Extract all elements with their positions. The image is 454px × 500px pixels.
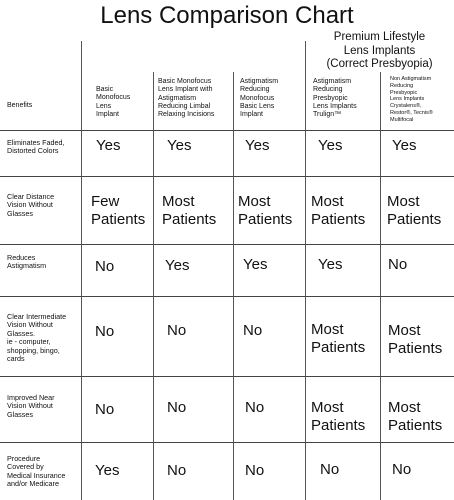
column-header-line: Implant: [240, 111, 263, 119]
column-header-line: Restor®, Tecnis®: [390, 109, 433, 116]
column-header-line: Lens: [96, 102, 112, 110]
cell-value: [165, 257, 189, 275]
column-divider: [233, 72, 234, 500]
column-header-line: Non Astigmatism: [390, 76, 432, 82]
column-header-line: Astigmatism: [240, 78, 279, 85]
row-divider: [0, 376, 454, 377]
column-header-basic-monofocus: [96, 86, 152, 119]
cell-value: [167, 399, 186, 417]
cell-line: Most: [162, 193, 195, 210]
row-label-insurance: [7, 455, 75, 489]
column-header-monofocus-limbal: [158, 78, 232, 119]
cell-value: [245, 462, 264, 480]
row-divider: [0, 296, 454, 297]
column-header-line: Basic: [96, 86, 114, 93]
row-divider: [0, 442, 454, 443]
cell-line: Patients: [162, 210, 217, 228]
column-header-line: Basic Lens: [240, 102, 275, 110]
row-label-line: Eliminates Faded,: [7, 138, 65, 147]
cell-line: Most: [387, 193, 420, 210]
row-label-line: Clear Intermediate: [7, 312, 67, 321]
column-header-line: Monofocus: [96, 94, 131, 102]
cell-line: Most: [238, 193, 271, 210]
cell-value: [388, 399, 442, 434]
row-label-line: Vision Without: [7, 320, 53, 330]
column-divider: [153, 72, 154, 500]
row-label-line: Reduces: [7, 253, 36, 262]
premium-header-line: Lens Implants: [343, 44, 416, 57]
cell-line: Patients: [238, 210, 293, 228]
cell-line: Patients: [311, 338, 366, 356]
cell-line: No: [243, 322, 263, 339]
cell-line: Patients: [311, 210, 366, 228]
cell-value: [91, 193, 145, 228]
cell-value: [96, 137, 120, 155]
column-divider: [305, 41, 306, 500]
row-label-line: Vision Without: [7, 200, 53, 210]
cell-value: [167, 322, 186, 340]
cell-line: No: [245, 462, 265, 479]
row-label-astigmatism: [7, 254, 75, 271]
cell-line: No: [95, 258, 115, 275]
cell-line: Yes: [165, 257, 190, 274]
cell-value: [392, 137, 416, 155]
column-header-line: Lens Implants: [313, 102, 357, 110]
column-divider: [380, 72, 381, 500]
cell-line: Patients: [387, 210, 442, 228]
cell-line: Most: [311, 399, 344, 416]
cell-value: [388, 256, 407, 274]
cell-line: No: [167, 462, 187, 479]
row-label-line: Glasses.: [7, 328, 35, 338]
row-label-line: cards: [7, 354, 25, 364]
row-label-line: Glasses: [7, 409, 33, 419]
row-label-line: Improved Near: [7, 393, 55, 402]
row-label-line: and/or Medicare: [7, 479, 59, 489]
row-label-colors: [7, 139, 75, 156]
column-header-line: Reducing: [390, 82, 414, 89]
cell-value: [388, 322, 442, 357]
cell-line: No: [245, 399, 265, 416]
cell-value: [245, 137, 269, 155]
cell-line: Few: [91, 193, 120, 210]
cell-value: [318, 256, 342, 274]
cell-line: Yes: [167, 137, 192, 154]
cell-line: No: [320, 461, 340, 478]
cell-line: No: [95, 323, 115, 340]
cell-line: Yes: [392, 137, 417, 154]
cell-value: [311, 193, 365, 228]
column-header-line: Astigmatism: [313, 78, 352, 85]
row-label-line: ie - computer,: [7, 337, 51, 347]
cell-line: Yes: [243, 256, 268, 273]
benefits-header: Benefits: [7, 102, 33, 109]
column-header-line: Reducing: [313, 86, 343, 94]
row-label-intermediate-vision: [7, 313, 75, 363]
column-header-line: Presbyopic: [390, 89, 418, 96]
cell-value: [318, 137, 342, 155]
column-header-line: Lens Implant with: [158, 86, 213, 94]
cell-line: No: [167, 399, 187, 416]
cell-value: [238, 193, 292, 228]
cell-value: [95, 323, 114, 341]
column-header-line: Lens Implants: [390, 96, 425, 103]
cell-value: [311, 321, 365, 356]
cell-value: [167, 462, 186, 480]
column-header-astigmatism-monofocus: [240, 78, 304, 119]
cell-value: [311, 399, 365, 434]
cell-line: Most: [388, 399, 421, 416]
column-header-trulign: [313, 78, 379, 119]
row-divider: [0, 244, 454, 245]
cell-line: Patients: [388, 339, 443, 357]
row-label-line: Covered by: [7, 462, 44, 472]
row-label-line: Medical Insurance: [7, 470, 66, 480]
cell-value: [245, 399, 264, 417]
row-label-line: Glasses: [7, 208, 33, 218]
cell-value: [162, 193, 216, 228]
row-label-distance-vision: [7, 193, 75, 218]
column-header-line: Crystalens®,: [390, 103, 422, 110]
row-divider: [0, 130, 454, 131]
cell-line: Most: [311, 193, 344, 210]
column-header-line: Basic Monofocus: [158, 78, 212, 85]
cell-value: [392, 461, 411, 479]
cell-line: Yes: [318, 137, 343, 154]
cell-value: [95, 462, 119, 480]
column-header-line: Astigmatism: [158, 94, 197, 102]
cell-line: Yes: [95, 462, 120, 479]
column-header-line: Multifocal: [390, 116, 414, 123]
column-header-non-astigmatism: [390, 76, 453, 124]
column-header-line: Implant: [96, 110, 119, 118]
cell-value: [387, 193, 441, 228]
cell-line: Patients: [388, 416, 443, 434]
cell-line: Yes: [318, 256, 343, 273]
column-header-line: Monofocus: [240, 94, 275, 102]
column-header-line: Reducing: [240, 86, 270, 94]
premium-header-line: Premium Lifestyle: [333, 31, 426, 43]
cell-line: Most: [388, 322, 421, 339]
cell-line: Most: [311, 321, 344, 338]
cell-line: No: [392, 461, 412, 478]
column-header-line: Presbyopic: [313, 94, 348, 102]
cell-line: Patients: [311, 416, 366, 434]
row-label-line: Astigmatism: [7, 261, 47, 271]
page-title: Lens Comparison Chart: [100, 2, 354, 29]
cell-line: Yes: [96, 137, 121, 154]
cell-line: No: [167, 322, 187, 339]
cell-line: No: [388, 256, 408, 273]
cell-value: [320, 461, 339, 479]
row-divider: [0, 176, 454, 177]
column-divider: [81, 41, 82, 500]
row-label-line: Vision Without: [7, 401, 53, 411]
cell-value: [243, 256, 267, 274]
row-label-near-vision: [7, 394, 75, 419]
cell-value: [243, 322, 262, 340]
row-label-line: Procedure: [7, 454, 41, 463]
row-label-line: Distorted Colors: [7, 146, 59, 156]
cell-line: Yes: [245, 137, 270, 154]
cell-value: [95, 258, 114, 276]
premium-lifestyle-header: [305, 31, 454, 72]
column-header-line: Relaxing Incisions: [158, 111, 215, 119]
row-label-line: Clear Distance: [7, 192, 55, 201]
premium-header-line: (Correct Presbyopia): [326, 58, 433, 70]
cell-line: No: [95, 401, 115, 418]
row-label-line: shopping, bingo,: [7, 345, 60, 355]
cell-value: [95, 401, 114, 419]
column-header-line: Trulign™: [313, 111, 342, 119]
cell-value: [167, 137, 191, 155]
cell-line: Patients: [91, 210, 146, 228]
column-header-line: Reducing Limbal: [158, 102, 211, 110]
